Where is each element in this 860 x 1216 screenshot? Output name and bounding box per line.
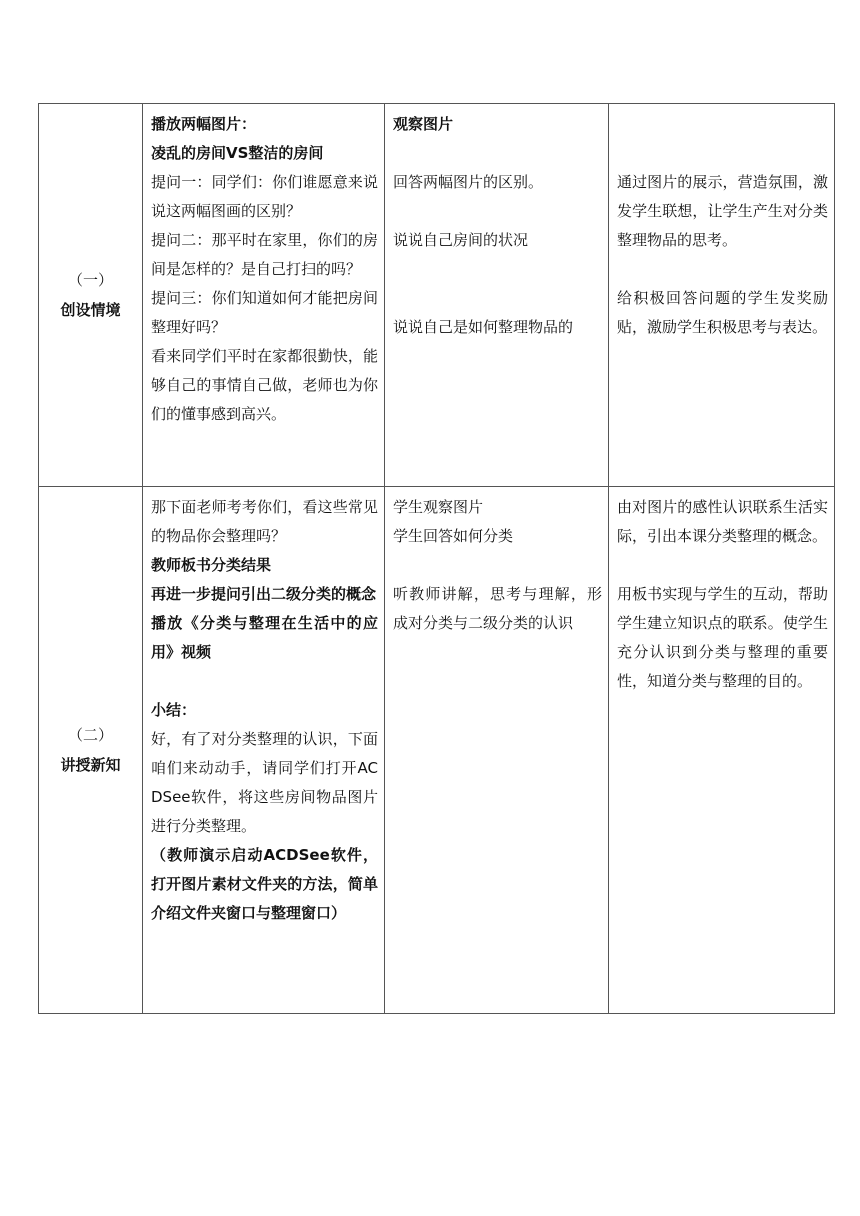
student-line: 听教师讲解，思考与理解，形成对分类与二级分类的认识: [393, 585, 602, 632]
design-intent-cell: [609, 487, 835, 1014]
teacher-line: 提问一：同学们：你们谁愿意来说说这两幅图画的区别？: [151, 173, 378, 220]
teacher-line: 提问二：那平时在家里，你们的房间是怎样的？是自己打扫的吗？: [151, 231, 378, 278]
table-row-stage-1: [39, 104, 835, 487]
teacher-activity-cell: [143, 487, 385, 1014]
stage-number: （一）: [67, 271, 113, 289]
student-line: 学生观察图片: [393, 498, 484, 516]
student-line: 说说自己房间的状况: [393, 231, 529, 249]
blank-line: [617, 139, 828, 168]
student-line: 观察图片: [393, 115, 454, 133]
teacher-line: 看来同学们平时在家都很勤快，能够自己的事情自己做，老师也为你们的懂事感到高兴。: [151, 347, 378, 423]
teacher-line: （教师演示启动ACDSee软件，打开图片素材文件夹的方法，简单介绍文件夹窗口与整理窗口）: [151, 846, 378, 922]
teacher-line: 播放两幅图片：: [151, 115, 257, 133]
stage-cell: [39, 104, 143, 487]
teacher-activity-cell: [143, 104, 385, 487]
teacher-line: 凌乱的房间VS整洁的房间: [151, 144, 324, 162]
blank-line: [617, 255, 828, 284]
teacher-line: 教师板书分类结果: [151, 556, 272, 574]
intent-line: 由对图片的感性认识联系生活实际，引出本课分类整理的概念。: [617, 498, 828, 545]
stage-cell: [39, 487, 143, 1014]
blank-line: [151, 667, 378, 696]
blank-line: [393, 255, 602, 284]
intent-line: 通过图片的展示，营造氛围，激发学生联想，让学生产生对分类整理物品的思考。: [617, 173, 828, 249]
stage-title: 讲授新知: [60, 756, 121, 774]
blank-line: [617, 110, 828, 139]
lesson-plan-table: [38, 103, 835, 1014]
teacher-line: 播放《分类与整理在生活中的应用》视频: [151, 614, 378, 661]
stage-title: 创设情境: [60, 301, 121, 319]
student-line: 说说自己是如何整理物品的: [393, 318, 574, 336]
design-intent-cell: [609, 104, 835, 487]
teacher-line: 好，有了对分类整理的认识，下面咱们来动动手，请同学们打开ACDSee软件，将这些房间物品图片进行分类整理。: [151, 730, 378, 835]
blank-line: [393, 284, 602, 313]
table-row-stage-2: [39, 487, 835, 1014]
student-activity-cell: [385, 104, 609, 487]
student-line: 学生回答如何分类: [393, 527, 514, 545]
stage-number: （二）: [67, 726, 113, 744]
student-activity-cell: [385, 487, 609, 1014]
blank-line: [393, 139, 602, 168]
teacher-line: 提问三：你们知道如何才能把房间整理好吗？: [151, 289, 378, 336]
teacher-line: 那下面老师考考你们，看这些常见的物品你会整理吗？: [151, 498, 378, 545]
teacher-line: 再进一步提问引出二级分类的概念: [151, 585, 377, 603]
teacher-line: 小结：: [151, 701, 197, 719]
intent-line: 用板书实现与学生的互动，帮助学生建立知识点的联系。使学生充分认识到分类与整理的重要性，知道分类与整理的目的。: [617, 585, 828, 690]
blank-line: [393, 551, 602, 580]
blank-line: [393, 197, 602, 226]
blank-line: [617, 551, 828, 580]
intent-line: 给积极回答问题的学生发奖励贴，激励学生积极思考与表达。: [617, 289, 828, 336]
student-line: 回答两幅图片的区别。: [393, 173, 544, 191]
